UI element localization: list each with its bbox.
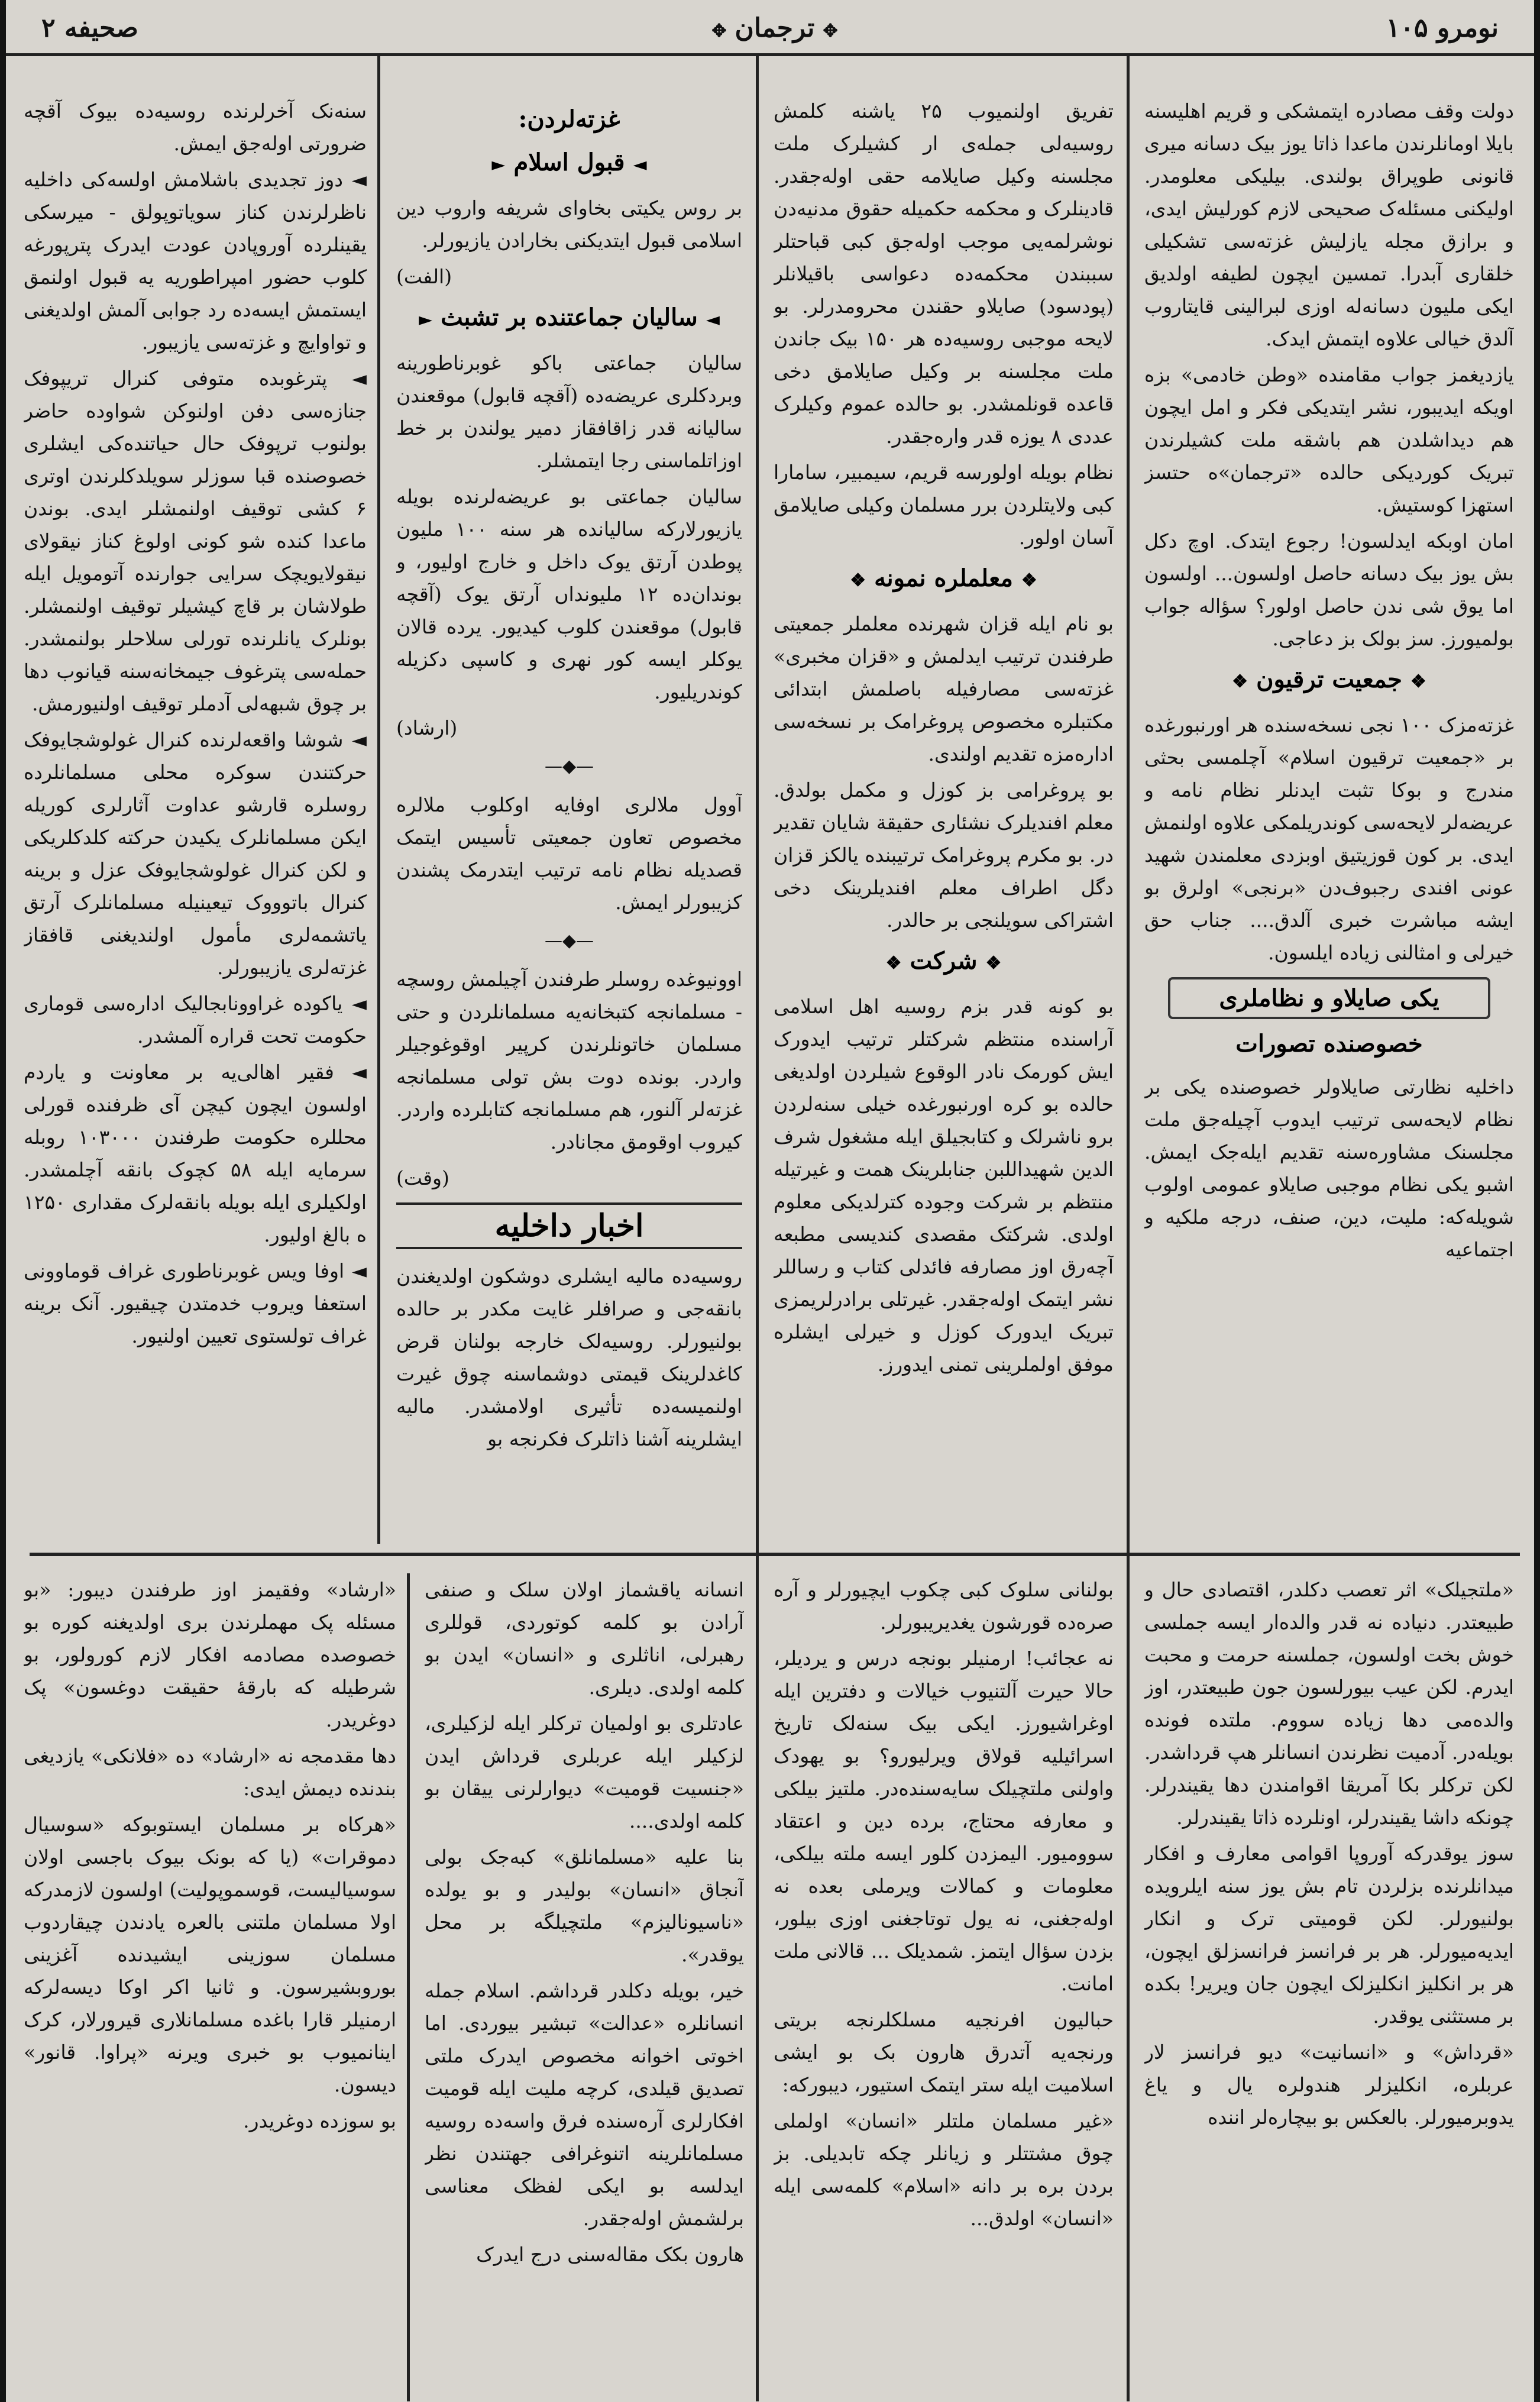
- column-2: [774, 95, 1114, 1538]
- paragraph: «هرکاه بر مسلمان ایستوبوکه «سوسیال دموقرات» (یا که بونک بیوک باجسی اولان سوسیالیست، قوسموپولیت) اولسون لازمدرکه اولا مسلمان ملتنی بالعره یادندن چیقاردوب مسلمان سوزینی ایشیدنده آغزینی بوروبشیرسون. و ثانیا اکر اوکا دیسه‌لرکه ارمنیلر قارا باغده مسلمانلاری قیرورلار، کرک اینانمیوب بو خبری ویرنه «پراوا. قانور» دیسون.: [24, 1813, 396, 2096]
- section-heading: اخبار داخلیه: [396, 1202, 742, 1249]
- ornament-icon: ✥: [823, 21, 838, 41]
- column-rule: [407, 1573, 410, 2401]
- source-signature: (وقت): [396, 1166, 449, 1189]
- paragraph: ◄ فقیر اهالی‌یه بر معاونت و یاردم اولسون ایچون کیچن آی ظرفنده قورلی محللره حکومت طرفندن ۱۰۳۰۰۰ روبله سرمایه ایله ۵۸ کچوک بانقه آچلمشدر. اولکیلری ایله بویله بانقه‌لرک مقداری ۱۲۵۰ ه بالغ اولیور.: [24, 1061, 367, 1246]
- paragraph: «غیر مسلمان ملتلر «انسان» اولملی چوق مشتتلر و زیانلر چکه تابدیلی. بز بردن بره بر دانه «اسلام» کلمه‌سی ایله «انسان» اولدق...: [774, 2109, 1114, 2230]
- paragraph: بو نام ایله قزان شهرنده معلملر جمعیتی طرفندن ترتیب ایدلمش و «قزان مخبری» غزته‌سی مصارفیله باصلمش ابتدائی مکتبلره مخصوص پروغرامک بر نسخه‌سی اداره‌مزه تقدیم اولندی.: [774, 612, 1114, 765]
- paragraph: دها مقدمجه نه «ارشاد» ده «فلانکی» یازدیغی بندنده دیمش ایدی:: [24, 1744, 396, 1800]
- source-signature: (الفت): [396, 265, 452, 288]
- paragraph: بولنانی سلوک کبی چکوب ایچیورلر و آره صره‌ده قورشون یغدیریبورلر.: [774, 1578, 1114, 1634]
- ornament-icon: ✥: [711, 21, 727, 41]
- paragraph: اوونیوغده روسلر طرفندن آچیلمش روسچه - مسلمانجه کتبخانه‌یه مسلمانلردن و حتی مسلمان خاتونلرندن کرپیر اوقوغوجیلر واردر. بونده دوت بش تولی مسلمانجه غزته‌لر آلنور، هم مسلمانجه کتابلرده واردر. کیروب اوقومق مجانادر.: [396, 968, 742, 1153]
- bottom-column-3: [425, 1573, 744, 2390]
- paragraph: آوول ملالری اوفایه اوکلوب ملالره مخصوص تعاون جمعیتی تأسیس ایتمک قصدیله نظام نامه ترتیب ایتدرمک پشندن کزیبورلر ایمش.: [396, 793, 742, 914]
- paragraph: نه عجائب! ارمنیلر بونجه درس و یردیلر، حالا حیرت آلتنیوب خیالات و دفترین ایله اوغراشیورز. ایکی بیک سنه‌لک تاریخ اسرائیلیه قولاق ویرلیورو؟ بو یهودک واولنی ملتچیلک سایه‌سنده‌در. ملتیز بیلکی و معارفه محتاج، برده دین و اعتقاد سوومیور. الیمزدن کلور ایسه ملته بیلکی، معلومات و کمالات ویرملی بعده نه اوله‌جغنی، نه یول توتاجغنی اوزی بیلور، بزدن سؤال ایتمز. شمدیلک ... قالانی ملت امانت.: [774, 1647, 1114, 1995]
- section-subheading: خصوصنده تصورات: [1235, 1030, 1423, 1058]
- paragraph: حبالیون افرنجیه مسلکلرنجه بریتی ورنجه‌یه آتدرق هارون بک بو ایشی اسلامیت ایله ستر ایتمک استیور، دیبورکه:: [774, 2008, 1114, 2096]
- paragraph: سوز یوقدرکه آوروپا اقوامی معارف و افکار میدانلرنده بزلردن تام بش یوز سنه ایلرویده بولنیورلر. لکن قومیتی ترک و انکار ایدیه‌میورلر. هر بر فرانسز فرانسزلق ایچون، هر بر انکلیز انکلیزلک ایچون جان ویریر! بکده بر مستثنی یوقدر.: [1144, 1842, 1514, 2028]
- section-heading: ❖جمعیت ترقیون❖: [1232, 665, 1426, 693]
- paragraph: هارون بکک مقاله‌سنی درج ایدرک: [476, 2243, 744, 2266]
- paragraph: بو سوزده دوغریدر.: [243, 2109, 396, 2132]
- paragraph: روسیه‌ده مالیه ایشلری دوشکون اولدیغندن بانقه‌جی و صرافلر غایت مکدر بر حالده بولنیورلر. روسیه‌لک خارجه بولنان قرض کاغدلرینک قیمتی دوشماسنه چوق غیرت اولنمیسه‌ده تأثیری اولامشدر. مالیه ایشلرینه آشنا ذاتلرک فکرنجه بو: [396, 1265, 742, 1450]
- paragraph: غزته‌مزک ۱۰۰ نجی نسخه‌سنده هر اورنبورغده بر «جمعیت ترقیون اسلام» آچلمسی بحثی مندرج و بوکا تثبت ایدنلر نظام نامه و عریضه‌لر لایحه‌سی کوندریلمکی علاوه اولنمش ایدی. بر کون قوزیتیق اوبزدی معلمندن شهید عونی افندی رجبوف‌دن «برنجی» اولرق بو ایشه مباشرت خبری آلدق.... جناب حق خیرلی و امثالنی زیاده ایلسون.: [1144, 713, 1514, 964]
- paragraph: ◄ پترغوبده متوفی کنرال تریپوفک جنازه‌سی دفن اولنوکن شواوده حاضر بولنوب ترپوفک حال حیاتنده‌کی ایشلری خصوصنده قبا سوزلر سویلدکلرندن اوتری ۶ کشی توقیف اولنمشلر ایدی. بوندن ماعدا کنده شو کونی اولوغ کناز نیقولای نیقولایویچک سرایی جوارنده آتومویل ایله طولاشان بر قاچ کیشیلر توقیف اولنمشلر. بونلرک یانلرنده تورلی سلاحلر بولنمشدر. حمله‌سی پترغوف جیمخانه‌سنه قیانوب دها بر چوق شبهه‌لی آدملر توقیف اولنیورمش.: [24, 367, 367, 715]
- masthead: [6, 0, 1534, 56]
- bottom-column-2: [774, 1573, 1114, 2390]
- page-number: صحیفه ۲: [41, 13, 138, 43]
- section-heading: یکی صایلاو و نظاملری: [1168, 977, 1490, 1019]
- separator-icon: —◆—: [544, 930, 594, 951]
- paragraph: امان اوبکه ایدلسون! رجوع ایتدک. اوچ دکل بش یوز بیک دسانه حاصل اولسون... اولسون اما یوق شی ندن حاصل اولور؟ سؤاله جواب بولمیورز. سز بولک بز دعاجی.: [1144, 529, 1514, 650]
- paragraph: ◄ اوفا ویس غوبرناطوری غراف قوماوونی استعفا ویروب خدمتدن چیقیور. آنک برینه غراف تولستوی تعیین اولنیور.: [24, 1259, 367, 1347]
- column-1: [1144, 95, 1514, 1538]
- paragraph: «قرداش» و «انسانیت» دیو فرانسز لار عربلره، انکلیزلر هندولره یال و یاغ یدوبرمیورلر. بالعکس بو بیچاره‌لر اننده: [1144, 2041, 1514, 2129]
- paragraph: خیر، بویله دکلدر قرداشم. اسلام جمله انسانلره «عدالت» تبشیر بیوردی. اما اخوتی اخوانه مخصوص ایدرک ملتی تصدیق قیلدی، کرچه ملیت ایله قومیت افکارلری آره‌سنده فرق واسه‌ده روسیه مسلمانلرینه اتنوغرافی جهتندن نظر ایدلسه بو ایکی لفظک معناسی برلشمش اوله‌جقدر.: [425, 1979, 744, 2230]
- paper-name: ✥ ترجمان ✥: [711, 13, 838, 43]
- newspaper-page: [6, 0, 1534, 2402]
- paragraph: بو کونه قدر بزم روسیه اهل اسلامی آراسنده منتظم شرکتلر ترتیب ایدورک ایش کورمک نادر الوقوع شیلردن اولدیغی حالده بو کره اورنبورغده خیلی سنه‌لردن برو ناشرلک و کتابجیلق ایله مشغول شرف الدین شهیداللبن جنابلرینک همت و غیرتیله منتظم بر شرکت وجوده کترلدیکی معلوم اولدی. شرکتک مقصدی کندیسی مطبعه آچه‌رق اوز مصارفه فائدلی کتاب و رساللر نشر ایتمک اوله‌جقدر. غیرتلی برادرلریمزی تبریک ایدورک کوزل و خیرلی ایشلره موفق اولملرینی تمنی ایدورز.: [774, 995, 1114, 1376]
- section-heading: ❖شرکت❖: [885, 947, 1002, 975]
- bottom-column-1: [1144, 1573, 1514, 2390]
- paragraph: ◄ یاکوده غراوونابجالیک اداره‌سی قوماری حکومت تحت قراره آلمشدر.: [24, 992, 367, 1048]
- paragraph: بو پروغرامی بز کوزل و مکمل بولدق. معلم افندیلرک نشئاری حقیقة شایان تقدیر در. بو مکرم پروغرامک ترتیبنده یالکز قزان دگل اطراف معلم افندیلرینک دخی اشتراکی سویلنجی بر حالدر.: [774, 778, 1114, 932]
- section-divider: [30, 1553, 1520, 1556]
- column-header: غزته‌لردن:: [518, 105, 620, 133]
- paragraph: «ارشاد» وفقیمز اوز طرفندن دیبور: «بو مسئله پک مهملرندن بری اولدیغنه کوره بو خصوصده مصادمه افکار لازم کورولور، بو شرطیله که بارقهٔ حقیقت دوغسون» پک دوغریدر.: [24, 1578, 396, 1731]
- column-4: [24, 95, 367, 1538]
- paragraph: سالیان جماعتی بو عریضه‌لرنده بویله یازیورلارکه سالیانده هر سنه ۱۰۰ ملیون پوطدن آرتق یوک داخل و خارج اولیور، و بوندان‌ده ۱۲ ملیونداں آرتق یوک (آقچه قابول) موقعندن کلوب کیدیور. یرده قالان یوکلر ایسه کور نهری و کاسپی دکزیله کوندریلیور.: [396, 485, 742, 703]
- bottom-column-4: [24, 1573, 396, 2390]
- source-signature: (ارشاد): [396, 716, 458, 739]
- paragraph: عادتلری بو اولمیان ترکلر ایله لزکیلری، لزکیلر ایله عربلری قرداش ایدن «جنسیت قومیت» دیوارلرنی ییقان بو کلمه اولدی....: [425, 1712, 744, 1832]
- paragraph: «ملتجیلک» اثر تعصب دکلدر، اقتصادی حال و طبیعتدر. دنیاده نه قدر والده‌ار ایسه جملسی خوش بخت اولسون، جملسنه حرمت و محبت ایدرم. لکن عیب بیورلسون جون طبیعتدر، اوز والده‌می دها زیاده سووم. ملتده فونده بویله‌در. آدمیت نظرندن انسانلر هپ قرداشدر. لکن ترکلر بکا آمریقا اقوامندن دها یقیندرلر. چونکه داشا یقیندرلر، اونلرده ذاتا یقیندرلر.: [1144, 1578, 1514, 1829]
- section-heading: ❖معلملره نمونه❖: [850, 564, 1037, 592]
- column-rule: [1127, 53, 1130, 2401]
- paragraph: سالیان جماعتی باکو غوبرناطورینه وبردکلری عریضه‌ده (آقچه قابول) موقعندن سالیانه قدر زاقافقاز دمیر یولندن بر خط اوزاتلماسنی رجا ایتمشلر.: [396, 351, 742, 472]
- section-heading: ◄قبول اسلام►: [491, 148, 647, 176]
- paragraph: بنا علیه «مسلمانلق» کبه‌جک بولی آنجاق «انسان» بولیدر و بو یولده «ناسیونالیزم» ملتچیلگه بر محل یوقدر».: [425, 1845, 744, 1966]
- separator-icon: —◆—: [544, 756, 594, 777]
- column-rule: [377, 53, 380, 1544]
- section-heading: ◄سالیان جماعتنده بر تشبث►: [419, 303, 720, 331]
- paragraph: داخلیه نظارتی صایلاولر خصوصنده یکی بر نظام لایحه‌سی ترتیب ایدوب آچیله‌جق ملت مجلسنک مشاوره‌سنه تقدیم ایله‌جک ایمش. اشبو یکی نظام موجبی صایلاو عمومی اولوب شویله‌که: ملیت، دین، صنف، درجه ملکیه و اجتماعیه: [1144, 1075, 1514, 1261]
- paragraph: دولت وقف مصادره ایتمشکی و قریم اهلیسنه بایلا اومانلرندن ماعدا ذاتا یوز بیک دسانه میری قانونی طوپراق بولندی. بیلیکی معلومدر. اولیکنی مسئله‌ک صحیحی لازم کورلیش ایدی، و برازق مجله یازلیش غزته‌سی تشکیلی خلقاری آبدرا. تمسین ایچون لطیفه اولدیق ایکی ملیون دسانه‌له اوزی لبرالینی قایتاروب آلدق خیالی علاوه ایتمش ایدک.: [1144, 99, 1514, 350]
- column-3: [396, 95, 742, 1538]
- issue-number: نومرو ۱۰۵: [1386, 13, 1499, 43]
- paragraph: ◄ شوشا واقعه‌لرنده کنرال غولوشجایوفک حرکتندن سوکره محلی مسلمانلرده روسلره قارشو عداوت آثارلری کوریله ایکن مسلمانلرک یکیدن حرکته کلدکلریکی و لکن کنرال غولوشجایوفک عزل و برینه کنرال باتوووک تیعینیله مسلمانلرک آرتق یاتشمه‌لری مأمول اولندیغنی قافقاز غزته‌لری یازیبورلر.: [24, 728, 367, 979]
- column-rule: [756, 53, 759, 2401]
- paragraph: بر روس یکیتی بخاوای شریفه واروب دین اسلامی قبول ایتدیکنی بخارادن یازیورلر.: [396, 196, 742, 252]
- paragraph: تفریق اولنمیوب ۲۵ یاشنه کلمش روسیه‌لی جمله‌ی ار کشیلرک ملت مجلسنه وکیل صایلامه حقی اوله‌جقدر. قادینلرک و محکمه حکمیله حقوق مدنیه‌دن نوشرلمه‌یی موجب اوله‌جق کبی قباحتلر سببندن محکمه‌ده دعواسی باقیلانلر (پودسود) صایلاو حقندن محرومدرلر. بو لایحه موجبی روسیه‌ده هر ۱۵۰ بیک جاندن ملت مجلسنه بر وکیل صایلامق دخی قاعده قونلمشدر. بو حالده عموم وکیلرک عددی ۸ یوزه قدر واره‌جقدر.: [774, 99, 1114, 448]
- paragraph: ◄ دوز تجدیدی باشلامش اولسه‌کی داخلیه ناظرلرندن کناز سویاتوپولق - میرسکی یقینلرده آوروپادن عودت ایدرک پترپورغه کلوب حضور امپراطوریه یه قبول اولنمق ایستمش ایسه‌ده رد جوابی آلمش اولدیغنی و تواوایچ و غزته‌سی یازیبور.: [24, 168, 367, 354]
- paragraph: انسانه یاقشماز اولان سلک و صنفی آرادن بو کلمه کوتوردی، قوللری رهبرلی، اناثلری و «انسان» ایدن بو کلمه اولدی. دیلری.: [425, 1578, 744, 1699]
- paragraph: یازدیغمز جواب مقامنده «وطن خادمی» بزه اویکه ایدیبور، نشر ایتدیکی فکر و امل ایچون هم دیداشلدن هم باشقه ملت کشیلرندن تبریک کوردیکی حالده «ترجمان»ه حتسز استهزا کوستیش.: [1144, 363, 1514, 516]
- paragraph: سنه‌نک آخرلرنده روسیه‌ده بیوک آقچه ضرورتی اوله‌جق ایمش.: [24, 99, 367, 155]
- paragraph: نظام بویله اولورسه قریم، سیمبیر، سامارا کبی ولایتلردن برر مسلمان وکیلی صایلامق آسان اولور.: [774, 461, 1114, 549]
